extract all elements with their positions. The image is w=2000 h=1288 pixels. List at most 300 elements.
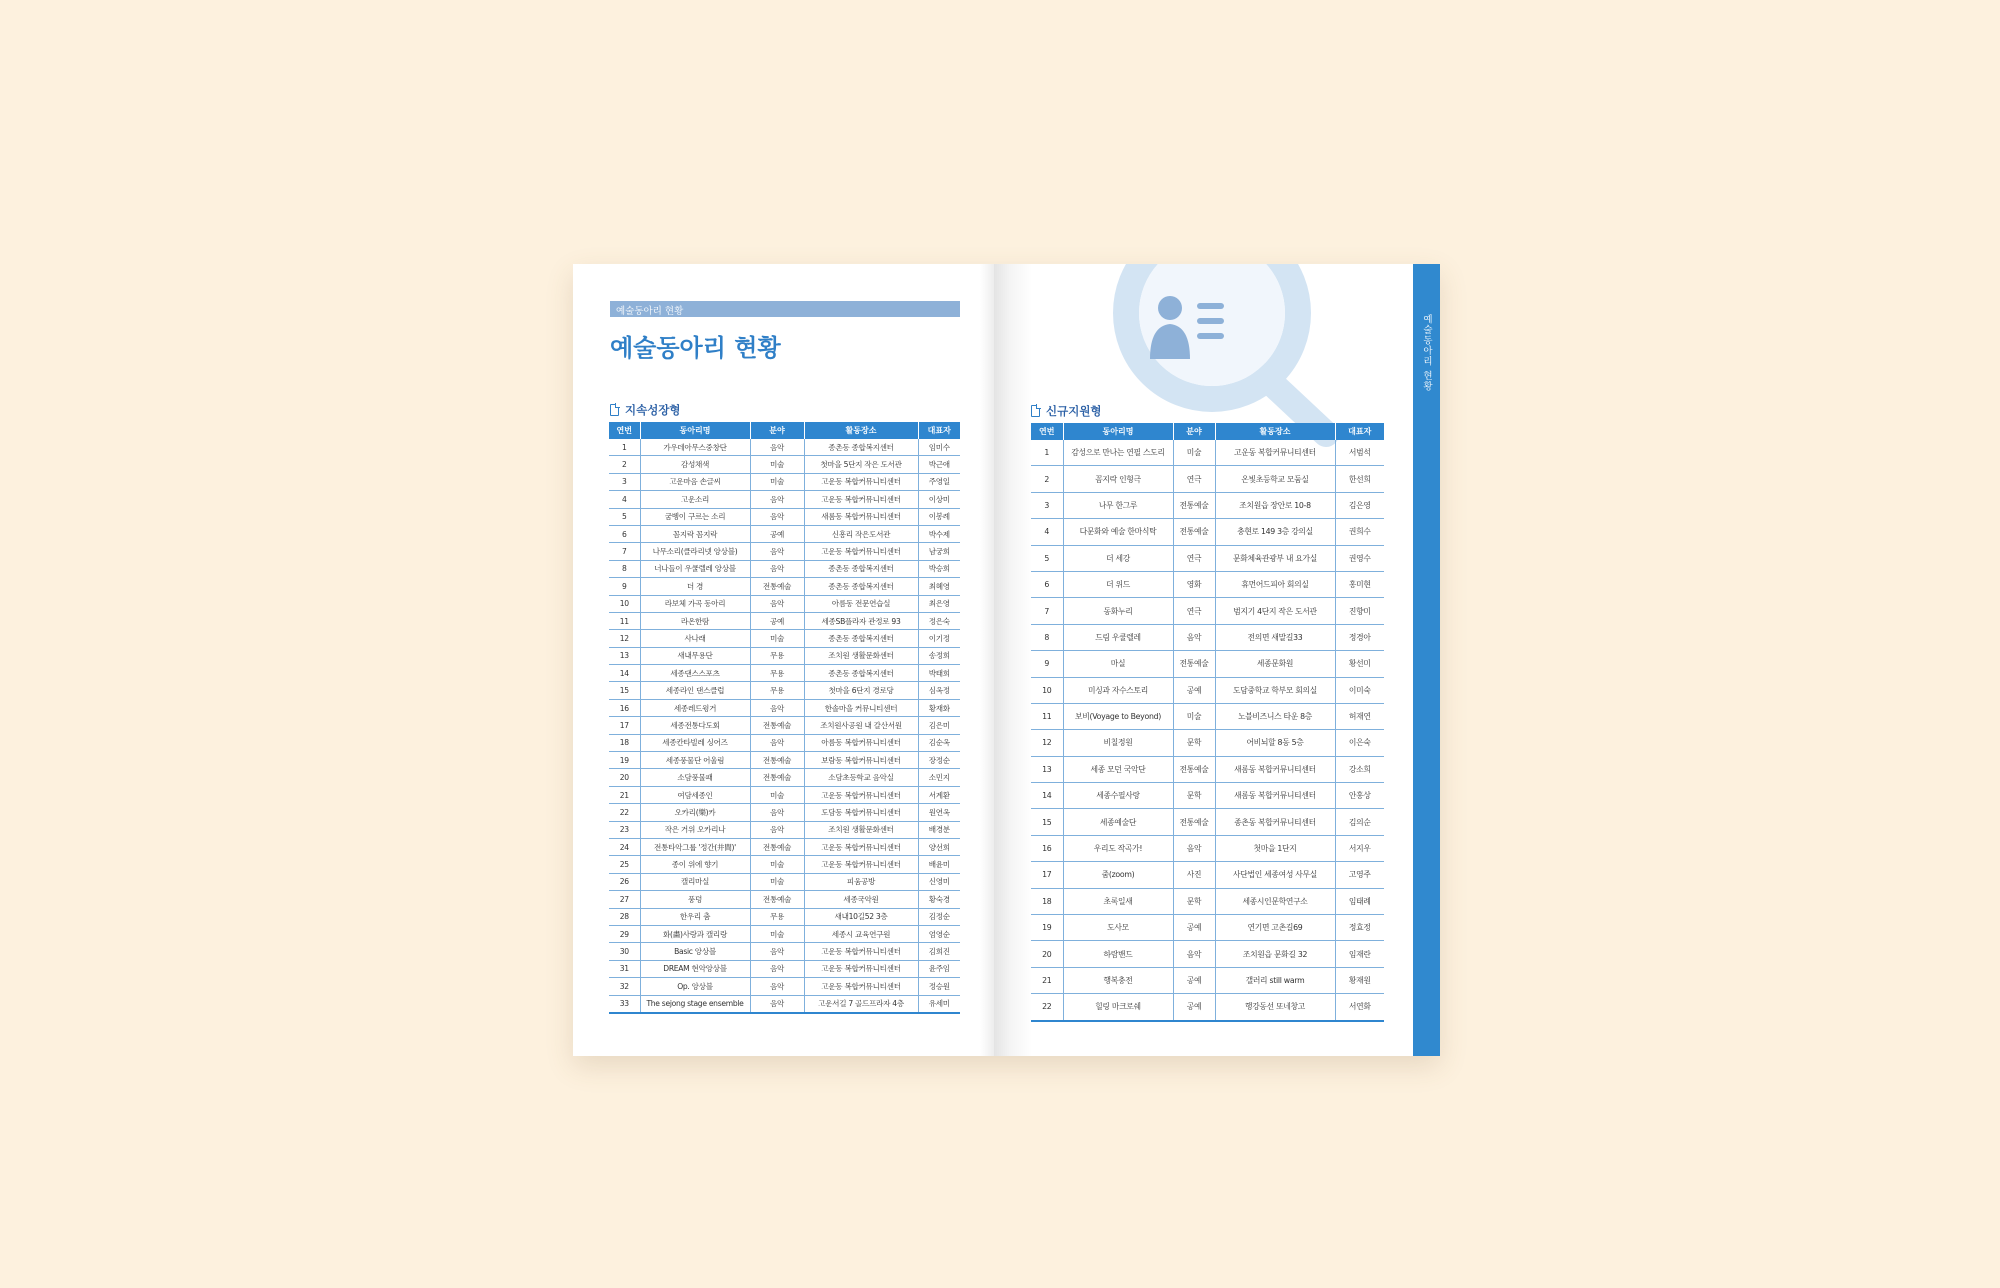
- table-cell: 10: [1031, 677, 1063, 703]
- table-cell: 30: [609, 943, 640, 960]
- table-cell: 공예: [1173, 967, 1215, 993]
- table-cell: 최혜영: [918, 578, 960, 595]
- table-cell: 박승희: [918, 560, 960, 577]
- table-row: [609, 665, 960, 682]
- table-cell: 세종문화원: [1215, 651, 1335, 677]
- table-cell: 아름동 복합커뮤니티센터: [804, 734, 918, 751]
- table-cell: 도사모: [1063, 915, 1173, 941]
- table-cell: 미술: [750, 873, 804, 890]
- table-cell: 소민지: [918, 769, 960, 786]
- table-cell: 줌(zoom): [1063, 862, 1173, 888]
- table-cell: 굼벵이 구르는 소리: [640, 508, 750, 525]
- table-cell: 음악: [1173, 624, 1215, 650]
- table-cell: The sejong stage ensemble: [640, 995, 750, 1013]
- table-cell: 미술: [750, 473, 804, 490]
- table-cell: 문학: [1173, 783, 1215, 809]
- table-cell: 29: [609, 925, 640, 942]
- table-cell: 서범석: [1335, 440, 1384, 466]
- table-cell: 양선희: [918, 838, 960, 855]
- table-cell: 음악: [750, 804, 804, 821]
- table-cell: 라온한땀: [640, 612, 750, 629]
- table-cell: 전통타악그룹 '정간(井間)': [640, 838, 750, 855]
- table-cell: 13: [1031, 756, 1063, 782]
- table-cell: 송정희: [918, 647, 960, 664]
- table-cell: 허재연: [1335, 703, 1384, 729]
- table-cell: 행강동선 또네창고: [1215, 994, 1335, 1021]
- table-cell: 가우데아무스중창단: [640, 439, 750, 456]
- left-page: [573, 264, 994, 1056]
- table-cell: 미싱과 자수스토리: [1063, 677, 1173, 703]
- table-row: [1031, 624, 1384, 650]
- continuing-table-body: [609, 439, 960, 1013]
- table-row: [1031, 519, 1384, 545]
- table-cell: 세종SB플라자 관정로 93: [804, 612, 918, 629]
- table-cell: 마실: [1063, 651, 1173, 677]
- table-cell: 6: [1031, 571, 1063, 597]
- table-cell: 원연옥: [918, 804, 960, 821]
- table-cell: 문학: [1173, 888, 1215, 914]
- table-cell: 이미숙: [1335, 677, 1384, 703]
- column-header: 연번: [609, 422, 640, 439]
- table-cell: 14: [609, 665, 640, 682]
- table-cell: 17: [1031, 862, 1063, 888]
- table-cell: 새내10길52 3층: [804, 908, 918, 925]
- table-row: [1031, 967, 1384, 993]
- side-tab-label: 예술동아리 현황: [1421, 314, 1432, 392]
- table-row: [1031, 835, 1384, 861]
- table-cell: 너나들이 우쿨렐레 앙상블: [640, 560, 750, 577]
- table-cell: 11: [609, 612, 640, 629]
- table-row: [1031, 862, 1384, 888]
- table-cell: 고운동 복합커뮤니티센터: [804, 856, 918, 873]
- table-row: [1031, 703, 1384, 729]
- table-cell: 6: [609, 525, 640, 542]
- table-cell: 10: [609, 595, 640, 612]
- section-title-label: 지속성장형: [625, 403, 681, 417]
- table-cell: 휴먼어드피아 회의실: [1215, 571, 1335, 597]
- table-cell: 여담세종인: [640, 786, 750, 803]
- table-cell: 임재란: [1335, 941, 1384, 967]
- table-cell: 진향미: [1335, 598, 1384, 624]
- table-cell: 새롬동 복합커뮤니티센터: [1215, 756, 1335, 782]
- table-cell: 21: [609, 786, 640, 803]
- table-cell: 어비뇌할 8동 5층: [1215, 730, 1335, 756]
- table-cell: 전통예술: [750, 752, 804, 769]
- table-cell: 7: [609, 543, 640, 560]
- table-cell: 연극: [1173, 466, 1215, 492]
- table-cell: 종촌동 복합커뮤니티센터: [1215, 809, 1335, 835]
- table-cell: 공예: [1173, 677, 1215, 703]
- table-cell: 엄영순: [918, 925, 960, 942]
- table-cell: 12: [609, 630, 640, 647]
- table-cell: 무용: [750, 665, 804, 682]
- table-cell: 연극: [1173, 545, 1215, 571]
- table-row: [609, 491, 960, 508]
- table-cell: Op. 앙상블: [640, 978, 750, 995]
- table-cell: 9: [609, 578, 640, 595]
- table-cell: 갤러리 still warm: [1215, 967, 1335, 993]
- new-clubs-table: [1031, 423, 1384, 1022]
- table-cell: 첫마을 5단지 작은 도서관: [804, 456, 918, 473]
- table-cell: 더 위드: [1063, 571, 1173, 597]
- table-cell: 5: [609, 508, 640, 525]
- table-cell: 새내무용단: [640, 647, 750, 664]
- table-cell: 캘리마실: [640, 873, 750, 890]
- table-cell: 미술: [750, 786, 804, 803]
- table-cell: 세종시 교육연구원: [804, 925, 918, 942]
- table-cell: 김정순: [918, 908, 960, 925]
- table-cell: 강소희: [1335, 756, 1384, 782]
- table-cell: 정승원: [918, 978, 960, 995]
- column-header: 분야: [1173, 423, 1215, 440]
- table-cell: 세종레드윙거: [640, 699, 750, 716]
- table-row: [609, 439, 960, 456]
- table-cell: 미술: [750, 456, 804, 473]
- table-cell: Basic 앙상블: [640, 943, 750, 960]
- table-cell: 박태희: [918, 665, 960, 682]
- table-cell: 홍미현: [1335, 571, 1384, 597]
- table-cell: 오카리(樂)카: [640, 804, 750, 821]
- table-cell: 황재원: [1335, 967, 1384, 993]
- table-row: [609, 578, 960, 595]
- table-cell: 27: [609, 891, 640, 908]
- table-cell: 26: [609, 873, 640, 890]
- table-cell: 31: [609, 960, 640, 977]
- table-cell: 음악: [750, 560, 804, 577]
- table-cell: 33: [609, 995, 640, 1013]
- table-cell: 16: [1031, 835, 1063, 861]
- table-cell: 세종 모던 국악단: [1063, 756, 1173, 782]
- table-cell: 황재화: [918, 699, 960, 716]
- table-row: [1031, 730, 1384, 756]
- table-cell: 주영일: [918, 473, 960, 490]
- table-cell: 행복충전: [1063, 967, 1173, 993]
- table-cell: 연극: [1173, 598, 1215, 624]
- section-title-continuing: [610, 402, 681, 420]
- table-cell: 2: [609, 456, 640, 473]
- table-cell: 1: [1031, 440, 1063, 466]
- table-cell: 조치원읍 장안로 10-8: [1215, 492, 1335, 518]
- table-cell: 이봉례: [918, 508, 960, 525]
- table-cell: 미술: [750, 630, 804, 647]
- table-row: [609, 612, 960, 629]
- table-cell: 꼼지락 인형극: [1063, 466, 1173, 492]
- table-cell: 공예: [750, 612, 804, 629]
- table-cell: 고운소리: [640, 491, 750, 508]
- table-cell: 비칠정원: [1063, 730, 1173, 756]
- table-cell: 첫마을 1단지: [1215, 835, 1335, 861]
- table-cell: 4: [609, 491, 640, 508]
- table-cell: 4: [1031, 519, 1063, 545]
- table-cell: 온빛초등학교 모둠실: [1215, 466, 1335, 492]
- table-cell: 세종수필사랑: [1063, 783, 1173, 809]
- table-cell: 신흥리 작은도서관: [804, 525, 918, 542]
- table-cell: 20: [609, 769, 640, 786]
- table-cell: 감성으로 만나는 연필 스도리: [1063, 440, 1173, 466]
- table-cell: 소담풍물패: [640, 769, 750, 786]
- table-cell: 19: [1031, 915, 1063, 941]
- table-cell: 음악: [750, 943, 804, 960]
- table-cell: 무용: [750, 908, 804, 925]
- table-cell: 전통예술: [750, 578, 804, 595]
- table-cell: 전통예술: [750, 717, 804, 734]
- table-row: [609, 734, 960, 751]
- table-row: [609, 943, 960, 960]
- table-row: [609, 891, 960, 908]
- table-cell: 화(畵)사랑과 캘리랑: [640, 925, 750, 942]
- table-cell: 미술: [750, 856, 804, 873]
- table-cell: 초록일새: [1063, 888, 1173, 914]
- table-row: [609, 473, 960, 490]
- table-cell: 더 세강: [1063, 545, 1173, 571]
- table-cell: 16: [609, 699, 640, 716]
- table-row: [609, 543, 960, 560]
- table-cell: 종촌동 종합복지센터: [804, 578, 918, 595]
- table-cell: 정은숙: [918, 612, 960, 629]
- table-cell: 1: [609, 439, 640, 456]
- table-cell: 노블비즈니스 타운 8층: [1215, 703, 1335, 729]
- table-cell: 전의면 새말길33: [1215, 624, 1335, 650]
- table-cell: 힐링 마크로쉐: [1063, 994, 1173, 1021]
- table-cell: 김은영: [1335, 492, 1384, 518]
- table-cell: 연기면 고촌길69: [1215, 915, 1335, 941]
- table-cell: 전통예술: [750, 769, 804, 786]
- table-cell: 세종풍물단 어울림: [640, 752, 750, 769]
- table-cell: 무용: [750, 682, 804, 699]
- table-cell: 꼼지락 꼼지락: [640, 525, 750, 542]
- right-page: [994, 264, 1440, 1056]
- table-row: [609, 925, 960, 942]
- table-row: [609, 873, 960, 890]
- table-row: [1031, 440, 1384, 466]
- table-cell: 황선미: [1335, 651, 1384, 677]
- table-row: [1031, 941, 1384, 967]
- table-cell: 사나래: [640, 630, 750, 647]
- table-cell: 세종댄스스포츠: [640, 665, 750, 682]
- table-cell: 24: [609, 838, 640, 855]
- table-cell: 충현로 149 3층 강의실: [1215, 519, 1335, 545]
- table-cell: 윤주임: [918, 960, 960, 977]
- table-row: [1031, 888, 1384, 914]
- column-header: 활동장소: [1215, 423, 1335, 440]
- table-row: [609, 908, 960, 925]
- table-row: [609, 995, 960, 1013]
- table-cell: 한선희: [1335, 466, 1384, 492]
- table-row: [609, 560, 960, 577]
- table-cell: 권희수: [1335, 519, 1384, 545]
- table-row: [1031, 651, 1384, 677]
- column-header: 대표자: [1335, 423, 1384, 440]
- column-header: 연번: [1031, 423, 1063, 440]
- table-cell: 고운동 복합커뮤니티센터: [804, 978, 918, 995]
- table-cell: 음악: [750, 995, 804, 1013]
- table-cell: 고운동 복합커뮤니티센터: [804, 491, 918, 508]
- table-row: [1031, 492, 1384, 518]
- table-row: [609, 699, 960, 716]
- table-cell: 서연화: [1335, 994, 1384, 1021]
- table-cell: 11: [1031, 703, 1063, 729]
- table-cell: 한우리 춤: [640, 908, 750, 925]
- table-cell: 전통예술: [750, 838, 804, 855]
- table-cell: 풍덩: [640, 891, 750, 908]
- section-title-label: 신규지원형: [1046, 404, 1102, 418]
- table-cell: 종이 위에 향기: [640, 856, 750, 873]
- table-cell: 15: [609, 682, 640, 699]
- table-cell: 김희진: [918, 943, 960, 960]
- table-cell: 음악: [750, 978, 804, 995]
- table-cell: 배윤미: [918, 856, 960, 873]
- table-cell: 최은영: [918, 595, 960, 612]
- table-row: [609, 838, 960, 855]
- table-cell: 전통예술: [750, 891, 804, 908]
- table-cell: 박근애: [918, 456, 960, 473]
- table-row: [609, 804, 960, 821]
- table-cell: 무용: [750, 647, 804, 664]
- table-row: [1031, 677, 1384, 703]
- table-cell: 고운동 복합커뮤니티센터: [804, 960, 918, 977]
- table-row: [609, 786, 960, 803]
- table-row: [609, 769, 960, 786]
- table-cell: 공예: [750, 525, 804, 542]
- table-cell: 종촌동 종합복지센터: [804, 439, 918, 456]
- document-icon: [1031, 405, 1040, 417]
- table-cell: 한솔마을 커뮤니티센터: [804, 699, 918, 716]
- table-cell: 유세미: [918, 995, 960, 1013]
- table-cell: 고운동 복합커뮤니티센터: [804, 786, 918, 803]
- table-cell: 이기정: [918, 630, 960, 647]
- table-row: [609, 595, 960, 612]
- table-cell: 종촌동 종합복지센터: [804, 665, 918, 682]
- table-cell: 권영수: [1335, 545, 1384, 571]
- table-cell: 15: [1031, 809, 1063, 835]
- table-cell: 조치원 생활문화센터: [804, 821, 918, 838]
- table-cell: 사단법인 세종여성 사무실: [1215, 862, 1335, 888]
- table-cell: 19: [609, 752, 640, 769]
- table-cell: 22: [1031, 994, 1063, 1021]
- table-header-row: [1031, 423, 1384, 440]
- table-cell: 전통예술: [1173, 756, 1215, 782]
- table-row: [609, 630, 960, 647]
- new-table-body: [1031, 440, 1384, 1021]
- table-row: [1031, 809, 1384, 835]
- table-cell: 임태례: [1335, 888, 1384, 914]
- table-cell: DREAM 현악앙상블: [640, 960, 750, 977]
- table-cell: 장정순: [918, 752, 960, 769]
- table-cell: 공예: [1173, 994, 1215, 1021]
- column-header: 활동장소: [804, 422, 918, 439]
- document-icon: [610, 404, 619, 416]
- table-cell: 고운동 복합커뮤니티센터: [804, 473, 918, 490]
- table-cell: 고영주: [1335, 862, 1384, 888]
- table-cell: 20: [1031, 941, 1063, 967]
- table-cell: 박수제: [918, 525, 960, 542]
- brochure-spread: [573, 264, 1440, 1056]
- table-row: [1031, 466, 1384, 492]
- table-cell: 22: [609, 804, 640, 821]
- table-row: [1031, 783, 1384, 809]
- table-cell: 28: [609, 908, 640, 925]
- table-cell: 정경아: [1335, 624, 1384, 650]
- table-cell: 라보체 가곡 동아리: [640, 595, 750, 612]
- table-cell: 5: [1031, 545, 1063, 571]
- section-tag-label: 예술동아리 현황: [616, 306, 684, 317]
- table-cell: 음악: [750, 491, 804, 508]
- continuing-clubs-table: [609, 422, 960, 1014]
- section-tag: [610, 301, 960, 317]
- table-cell: 종촌동 종합복지센터: [804, 630, 918, 647]
- page-title: 예술동아리 현황: [610, 334, 781, 362]
- table-cell: 25: [609, 856, 640, 873]
- table-row: [1031, 915, 1384, 941]
- table-cell: 고운마음 손글씨: [640, 473, 750, 490]
- table-cell: 나무소리(클라리넷 앙상블): [640, 543, 750, 560]
- table-cell: 전통예술: [1173, 519, 1215, 545]
- table-cell: 사진: [1173, 862, 1215, 888]
- table-cell: 임미수: [918, 439, 960, 456]
- table-cell: 도담동 복합커뮤니티센터: [804, 804, 918, 821]
- table-cell: 전통예술: [1173, 492, 1215, 518]
- table-cell: 음악: [750, 439, 804, 456]
- table-cell: 김은미: [918, 717, 960, 734]
- table-cell: 음악: [750, 960, 804, 977]
- table-cell: 8: [609, 560, 640, 577]
- table-cell: 23: [609, 821, 640, 838]
- table-row: [609, 508, 960, 525]
- table-cell: 고운서길 7 골드프라자 4층: [804, 995, 918, 1013]
- table-cell: 3: [609, 473, 640, 490]
- table-cell: 음악: [750, 821, 804, 838]
- table-row: [609, 717, 960, 734]
- table-cell: 영화: [1173, 571, 1215, 597]
- table-row: [609, 856, 960, 873]
- table-row: [609, 525, 960, 542]
- table-row: [609, 456, 960, 473]
- table-row: [609, 978, 960, 995]
- table-row: [609, 647, 960, 664]
- table-cell: 세종예술단: [1063, 809, 1173, 835]
- table-cell: 음악: [750, 508, 804, 525]
- table-cell: 음악: [750, 699, 804, 716]
- table-cell: 조치원사공원 내 갈산서원: [804, 717, 918, 734]
- table-row: [1031, 598, 1384, 624]
- table-cell: 고운동 복합커뮤니티센터: [804, 943, 918, 960]
- table-cell: 문학: [1173, 730, 1215, 756]
- table-cell: 음악: [750, 543, 804, 560]
- table-row: [609, 752, 960, 769]
- table-cell: 아름동 전문연습실: [804, 595, 918, 612]
- column-header: 분야: [750, 422, 804, 439]
- column-header: 동아리명: [640, 422, 750, 439]
- table-cell: 세종라인 댄스클럽: [640, 682, 750, 699]
- table-cell: 새롬동 복합커뮤니티센터: [1215, 783, 1335, 809]
- table-cell: 9: [1031, 651, 1063, 677]
- side-tab: [1413, 264, 1440, 1056]
- table-cell: 김순옥: [918, 734, 960, 751]
- table-cell: 3: [1031, 492, 1063, 518]
- table-cell: 나무 한그루: [1063, 492, 1173, 518]
- table-cell: 김의순: [1335, 809, 1384, 835]
- table-cell: 이은숙: [1335, 730, 1384, 756]
- table-cell: 첫마을 6단지 경로당: [804, 682, 918, 699]
- table-cell: 작은 거위 오카리나: [640, 821, 750, 838]
- section-title-new: [1031, 403, 1102, 421]
- table-cell: 세종전통다도회: [640, 717, 750, 734]
- table-cell: 우리도 작곡가!: [1063, 835, 1173, 861]
- table-cell: 심옥정: [918, 682, 960, 699]
- table-cell: 드림 우쿨렐레: [1063, 624, 1173, 650]
- table-cell: 새롬동 복합커뮤니티센터: [804, 508, 918, 525]
- table-cell: 문화체육관광부 내 요가실: [1215, 545, 1335, 571]
